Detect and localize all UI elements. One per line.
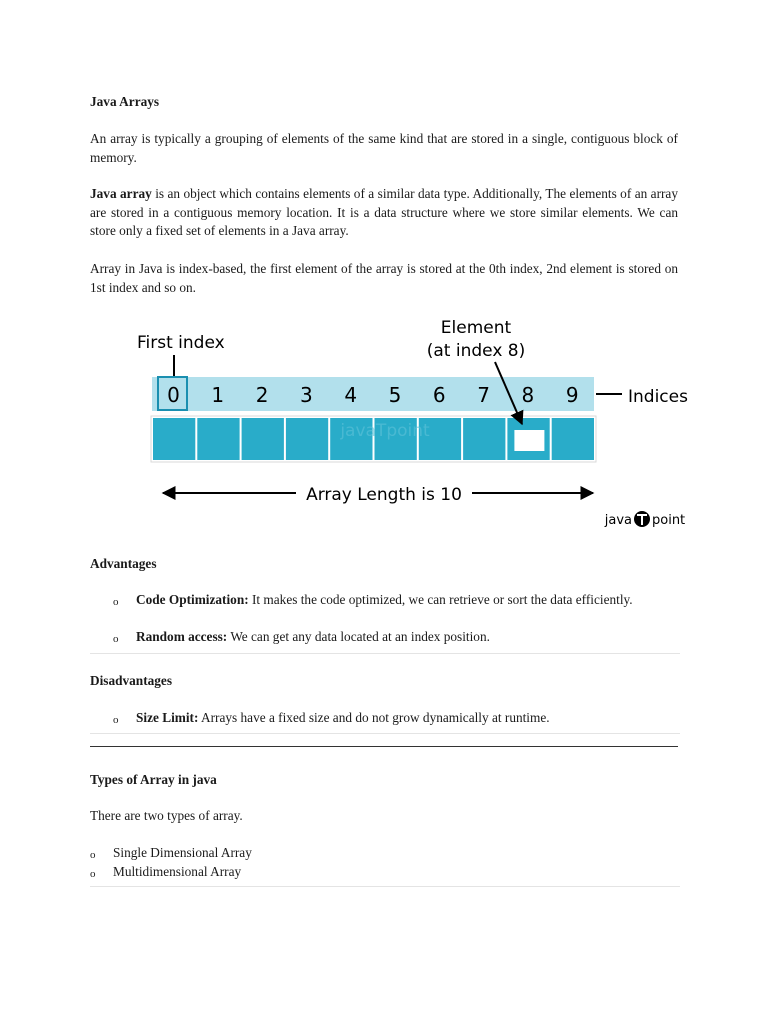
index-digit-2: 2 — [255, 383, 269, 407]
logo-right: point — [652, 513, 686, 528]
types-heading: Types of Array in java — [90, 772, 217, 787]
index-digit-9: 9 — [565, 383, 579, 407]
definition-bold: Java array — [90, 186, 152, 201]
index-paragraph: Array in Java is index-based, the first element of the array is stored at the 0th index, 2nd element is stored on 1st index and so on. — [90, 261, 678, 295]
section-separator — [90, 746, 678, 747]
disadvantages-heading: Disadvantages — [90, 673, 173, 688]
array-cell-0 — [153, 418, 195, 460]
advantages-heading: Advantages — [90, 556, 157, 571]
array-cell-3 — [286, 418, 328, 460]
type-item-1: Single Dimensional Array — [113, 845, 252, 860]
divider — [90, 733, 680, 734]
index-digit-5: 5 — [388, 383, 402, 407]
definition-paragraph — [90, 185, 678, 241]
index-digit-4: 4 — [344, 383, 358, 407]
disadvantage-item-1: Size Limit: Arrays have a fixed size and do not grow dynamically at runtime. — [136, 710, 550, 725]
index-digit-3: 3 — [300, 383, 313, 407]
element-label-line1: Element — [440, 318, 512, 338]
length-label: Array Length is 10 — [306, 485, 462, 505]
types-intro: There are two types of array. — [90, 808, 243, 823]
intro-paragraph: An array is typically a grouping of elements of the same kind that are stored in a single, contiguous block of memory. — [90, 131, 678, 165]
array-cell-1 — [197, 418, 239, 460]
divider — [90, 886, 680, 887]
element-highlight — [514, 430, 544, 451]
definition-rest: is an object which contains elements of a similar data type. Additionally, The elements of an array are stored in a contiguous memory location. It is a data structure where we store similar elements. We can store only a fixed set of elements in a Java array. — [90, 186, 678, 238]
bullet-icon: o — [113, 633, 119, 645]
bullet-icon: o — [90, 868, 96, 880]
element-label-line2: (at index 8) — [426, 341, 526, 361]
index-digit-1: 1 — [211, 383, 225, 407]
watermark: javaTpoint — [340, 421, 430, 441]
array-cell-9 — [552, 418, 594, 460]
divider — [90, 653, 680, 654]
javatpoint-logo — [604, 511, 685, 528]
array-cell-7 — [463, 418, 505, 460]
bullet-icon: o — [90, 849, 96, 861]
type-item-2: Multidimensional Array — [113, 864, 242, 879]
index-digit-7: 7 — [477, 383, 490, 407]
first-index-label: First index — [137, 333, 225, 353]
advantage-item-2: Random access: We can get any data located at an index position. — [136, 629, 490, 644]
index-digit-0: 0 — [167, 383, 180, 407]
index-digit-6: 6 — [432, 383, 446, 407]
array-cell-2 — [242, 418, 284, 460]
index-digit-8: 8 — [521, 383, 535, 407]
indices-label: Indices — [628, 387, 688, 407]
advantage-item-1: Code Optimization: It makes the code optimized, we can retrieve or sort the data efficiently. — [136, 592, 633, 607]
bullet-icon: o — [113, 714, 119, 726]
logo-left: java — [604, 513, 632, 528]
page-title: Java Arrays — [90, 94, 160, 109]
bullet-icon: o — [113, 596, 119, 608]
array-diagram — [0, 310, 768, 535]
